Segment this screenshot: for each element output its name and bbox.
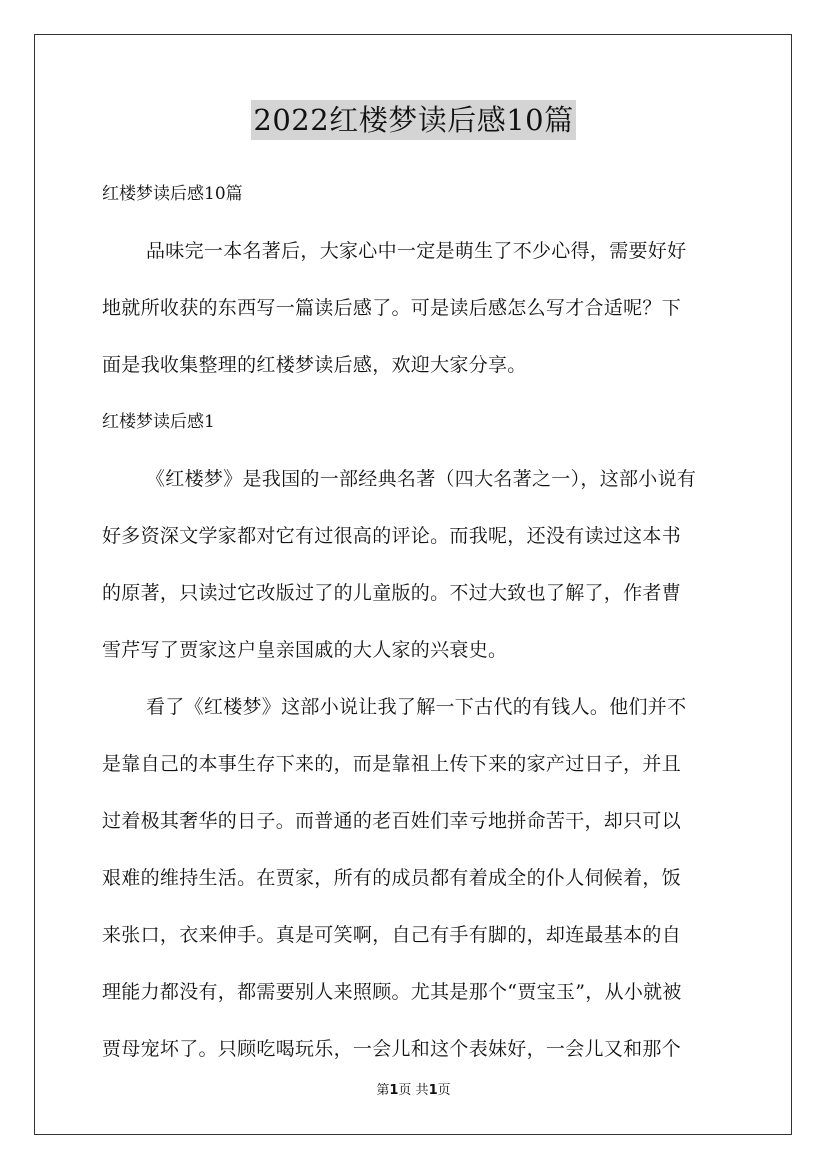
section-heading: 红楼梦读后感1	[102, 412, 215, 432]
paragraph-line: 理能力都没有，都需要别人来照顾。尤其是那个“贾宝玉”，从小就被	[102, 981, 682, 1003]
footer-page-number: 1	[389, 1083, 399, 1098]
footer-mid: 页 共	[398, 1083, 429, 1098]
document-body	[102, 177, 726, 1089]
title-wrap	[0, 100, 827, 140]
document-title: 2022红楼梦读后感10篇	[251, 100, 575, 140]
paragraph-line: 的原著，只读过它改版过了的儿童版的。不过大致也了解了，作者曹	[102, 582, 682, 604]
paragraph-line: 面是我收集整理的红楼梦读后感，欢迎大家分享。	[102, 354, 527, 376]
footer-prefix: 第	[376, 1083, 390, 1098]
footer-suffix: 页	[437, 1083, 451, 1098]
paragraph-line: 地就所收获的东西写一篇读后感了。可是读后感怎么写才合适呢？下	[102, 297, 682, 319]
paragraph-line: 贾母宠坏了。只顾吃喝玩乐，一会儿和这个表妹好，一会儿又和那个	[102, 1038, 682, 1060]
page-footer	[0, 1082, 827, 1100]
paragraph-line: 过着极其奢华的日子。而普通的老百姓们幸亏地拼命苦干，却只可以	[102, 810, 682, 832]
section-heading: 红楼梦读后感10篇	[102, 184, 243, 204]
paragraph-line: 雪芹写了贾家这户皇亲国戚的大人家的兴衰史。	[102, 639, 508, 661]
paragraph-line: 好多资深文学家都对它有过很高的评论。而我呢，还没有读过这本书	[102, 525, 682, 547]
paragraph-line: 《红楼梦》是我国的一部经典名著（四大名著之一），这部小说有	[146, 468, 697, 490]
paragraph-line: 是靠自己的本事生存下来的，而是靠祖上传下来的家产过日子，并且	[102, 753, 682, 775]
paragraph-line: 看了《红楼梦》这部小说让我了解一下古代的有钱人。他们并不	[146, 696, 687, 718]
paragraph-line: 品味完一本名著后，大家心中一定是萌生了不少心得，需要好好	[146, 240, 687, 262]
paragraph-line: 艰难的维持生活。在贾家，所有的成员都有着成全的仆人伺候着，饭	[102, 867, 682, 889]
footer-total-pages: 1	[428, 1083, 438, 1098]
paragraph-line: 来张口，衣来伸手。真是可笑啊，自己有手有脚的，却连最基本的自	[102, 924, 682, 946]
